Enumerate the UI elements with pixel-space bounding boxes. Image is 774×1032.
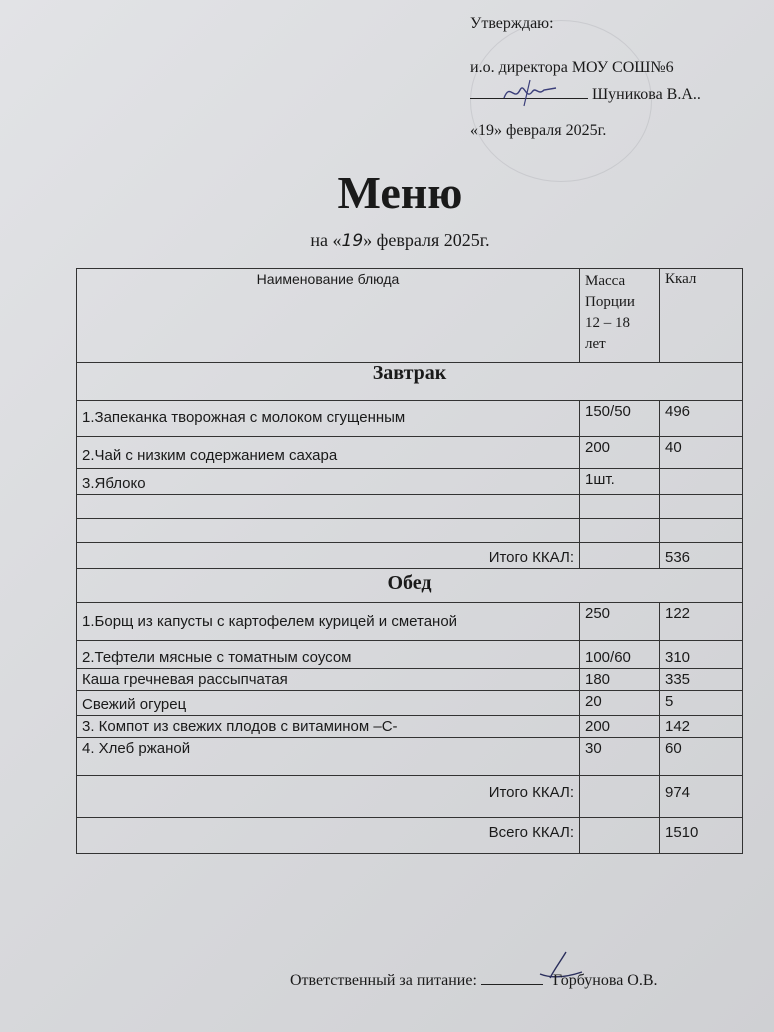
header-mass-line: Порции	[585, 294, 635, 310]
table-row	[77, 469, 743, 495]
dish-mass	[580, 519, 660, 543]
dish-mass: 150/50	[580, 401, 660, 437]
subtitle-prefix: на «	[310, 230, 342, 250]
dish-kcal: 310	[660, 641, 743, 669]
grand-total-mass	[580, 818, 660, 854]
dish-name: 3. Компот из свежих плодов с витамином –С-	[77, 716, 580, 738]
grand-total-kcal: 1510	[660, 818, 743, 854]
total-row	[77, 543, 743, 569]
dish-kcal	[660, 519, 743, 543]
dish-mass: 20	[580, 691, 660, 716]
footer-signature-line	[481, 970, 543, 985]
approval-heading: Утверждаю:	[470, 15, 554, 32]
table-row	[77, 495, 743, 519]
dish-name: Свежий огурец	[77, 691, 580, 716]
dish-mass: 100/60	[580, 641, 660, 669]
dish-name: Каша гречневая рассыпчатая	[77, 669, 580, 691]
dish-kcal	[660, 495, 743, 519]
approval-date: «19» февраля 2025г.	[470, 122, 607, 139]
table-row	[77, 691, 743, 716]
dish-mass: 1шт.	[580, 469, 660, 495]
dish-name: 4. Хлеб ржаной	[77, 738, 580, 776]
footer-label: Ответственный за питание:	[290, 972, 477, 989]
table-row	[77, 437, 743, 469]
dish-kcal	[660, 469, 743, 495]
dish-kcal: 335	[660, 669, 743, 691]
header-mass-line: Масса	[585, 273, 626, 289]
grand-total-label: Всего ККАЛ:	[77, 818, 580, 854]
dish-kcal: 142	[660, 716, 743, 738]
menu-table	[76, 268, 743, 854]
dish-mass: 200	[580, 716, 660, 738]
section-row	[77, 569, 743, 603]
dish-mass	[580, 495, 660, 519]
dish-kcal: 40	[660, 437, 743, 469]
dish-mass: 200	[580, 437, 660, 469]
page-title: Меню	[337, 167, 463, 218]
total-row	[77, 776, 743, 818]
section-breakfast-title: Завтрак	[77, 363, 743, 401]
director-signature	[500, 72, 570, 112]
table-row	[77, 716, 743, 738]
table-row	[77, 669, 743, 691]
dish-kcal: 496	[660, 401, 743, 437]
dish-name	[77, 519, 580, 543]
section-row	[77, 363, 743, 401]
breakfast-total-kcal: 536	[660, 543, 743, 569]
table-row	[77, 603, 743, 641]
dish-name	[77, 495, 580, 519]
footer-responsible	[290, 970, 658, 990]
breakfast-total-mass	[580, 543, 660, 569]
section-lunch-title: Обед	[77, 569, 743, 603]
table-row	[77, 641, 743, 669]
dish-mass: 30	[580, 738, 660, 776]
dish-name: 1.Борщ из капусты с картофелем курицей и сметаной	[77, 603, 580, 641]
dish-name: 1.Запеканка творожная с молоком сгущенным	[77, 401, 580, 437]
lunch-total-mass	[580, 776, 660, 818]
dish-mass: 250	[580, 603, 660, 641]
dish-name: 2.Тефтели мясные с томатным соусом	[77, 641, 580, 669]
table-row	[77, 401, 743, 437]
dish-kcal: 5	[660, 691, 743, 716]
lunch-total-label: Итого ККАЛ:	[77, 776, 580, 818]
table-header-row	[77, 269, 743, 363]
table-row	[77, 519, 743, 543]
header-portion-mass	[580, 269, 660, 363]
subtitle-day: 19	[341, 231, 364, 251]
header-dish-name: Наименование блюда	[77, 269, 580, 363]
dish-name: 2.Чай с низким содержанием сахара	[77, 437, 580, 469]
dish-kcal: 60	[660, 738, 743, 776]
dish-mass: 180	[580, 669, 660, 691]
dish-name: 3.Яблоко	[77, 469, 580, 495]
breakfast-total-label: Итого ККАЛ:	[77, 543, 580, 569]
header-kcal: Ккал	[660, 269, 743, 363]
header-mass-line: 12 – 18	[585, 315, 630, 331]
approval-position: и.о. директора МОУ СОШ№6	[470, 59, 674, 76]
table-row	[77, 738, 743, 776]
approval-name: Шуникова В.А..	[592, 86, 701, 103]
dish-kcal: 122	[660, 603, 743, 641]
header-mass-line: лет	[585, 336, 606, 352]
subtitle-suffix: » февраля 2025г.	[363, 230, 490, 250]
page-subtitle	[0, 230, 774, 251]
grand-total-row	[77, 818, 743, 854]
lunch-total-kcal: 974	[660, 776, 743, 818]
footer-name: Горбунова О.В.	[552, 972, 658, 989]
